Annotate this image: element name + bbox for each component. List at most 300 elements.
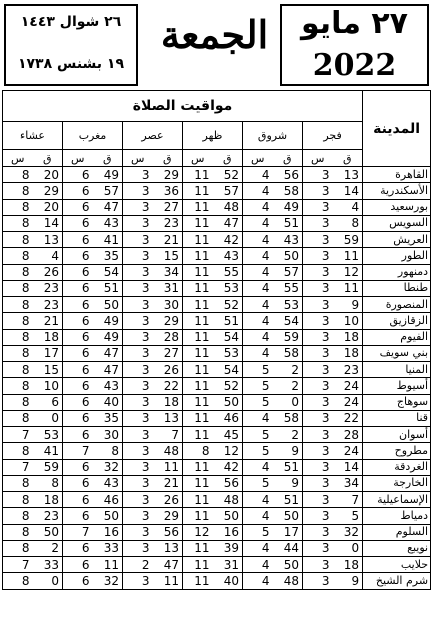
minute-cell: 50 [33, 524, 63, 540]
hour-cell: 3 [123, 540, 153, 556]
city-cell: القاهرة [363, 167, 431, 183]
minute-cell: 55 [213, 264, 243, 280]
hour-cell: 3 [303, 280, 333, 296]
minute-cell: 15 [153, 248, 183, 264]
minute-cell: 9 [273, 443, 303, 459]
minute-cell: 13 [153, 540, 183, 556]
minute-cell: 23 [33, 280, 63, 296]
gregorian-year: 2022 [312, 48, 397, 83]
minute-cell: 29 [33, 183, 63, 199]
minute-cell: 57 [273, 264, 303, 280]
hour-cell: 8 [183, 443, 213, 459]
hijri-date: ٢٦ شوال ١٤٤٣ [20, 14, 122, 30]
minute-cell: 11 [333, 280, 363, 296]
prayer-header: مغرب [63, 122, 123, 150]
city-cell: سوهاج [363, 394, 431, 410]
city-cell: طنطا [363, 280, 431, 296]
minute-cell: 2 [273, 378, 303, 394]
city-cell: السويس [363, 215, 431, 231]
hour-cell: 7 [3, 557, 33, 573]
minute-cell: 59 [33, 459, 63, 475]
minute-cell: 24 [333, 378, 363, 394]
minute-cell: 0 [33, 573, 63, 589]
minute-cell: 49 [93, 329, 123, 345]
hour-cell: 3 [123, 264, 153, 280]
minute-cell: 30 [153, 297, 183, 313]
hour-cell: 3 [123, 345, 153, 361]
hour-cell: 11 [183, 427, 213, 443]
hour-cell: 4 [243, 248, 273, 264]
hour-unit-label: س [63, 150, 93, 167]
city-cell: السلوم [363, 524, 431, 540]
hour-cell: 11 [183, 492, 213, 508]
hour-cell: 6 [63, 199, 93, 215]
city-cell: قنا [363, 410, 431, 426]
hour-cell: 6 [63, 459, 93, 475]
hour-cell: 11 [183, 199, 213, 215]
table-row [3, 475, 431, 491]
hour-cell: 6 [63, 557, 93, 573]
hour-cell: 8 [3, 378, 33, 394]
hour-cell: 6 [63, 297, 93, 313]
minute-cell: 5 [333, 508, 363, 524]
minute-cell: 20 [33, 199, 63, 215]
date-header [4, 4, 429, 88]
table-row [3, 459, 431, 475]
hour-cell: 3 [303, 362, 333, 378]
minute-cell: 27 [153, 199, 183, 215]
table-row [3, 410, 431, 426]
hour-cell: 6 [63, 232, 93, 248]
minute-cell: 13 [33, 232, 63, 248]
city-cell: بني سويف [363, 345, 431, 361]
hour-cell: 6 [63, 540, 93, 556]
hour-cell: 8 [3, 508, 33, 524]
minute-cell: 32 [93, 573, 123, 589]
hour-cell: 8 [3, 329, 33, 345]
minute-cell: 13 [333, 167, 363, 183]
hour-cell: 4 [243, 329, 273, 345]
minute-cell: 53 [33, 427, 63, 443]
hour-cell: 8 [3, 313, 33, 329]
hour-unit-label: س [303, 150, 333, 167]
minute-cell: 28 [153, 329, 183, 345]
hour-cell: 6 [63, 264, 93, 280]
minute-cell: 43 [93, 475, 123, 491]
minute-cell: 35 [93, 410, 123, 426]
minute-cell: 36 [153, 183, 183, 199]
minute-cell: 24 [333, 443, 363, 459]
city-cell: العريش [363, 232, 431, 248]
minute-cell: 30 [93, 427, 123, 443]
hour-cell: 3 [303, 394, 333, 410]
minute-cell: 51 [93, 280, 123, 296]
minute-cell: 16 [93, 524, 123, 540]
city-cell: الفيوم [363, 329, 431, 345]
minute-cell: 26 [153, 362, 183, 378]
minute-cell: 22 [333, 410, 363, 426]
hour-cell: 3 [123, 573, 153, 589]
hour-cell: 6 [63, 167, 93, 183]
minute-unit-label: ق [333, 150, 363, 167]
minute-cell: 57 [93, 183, 123, 199]
hour-cell: 3 [303, 167, 333, 183]
minute-cell: 41 [33, 443, 63, 459]
hour-cell: 8 [3, 199, 33, 215]
minute-cell: 42 [213, 232, 243, 248]
minute-cell: 52 [213, 297, 243, 313]
minute-cell: 32 [333, 524, 363, 540]
minute-cell: 47 [213, 215, 243, 231]
gregorian-day-month: ٢٧ مايو [301, 6, 408, 41]
minute-cell: 46 [213, 410, 243, 426]
minute-cell: 34 [333, 475, 363, 491]
hour-cell: 8 [3, 215, 33, 231]
hour-cell: 11 [183, 248, 213, 264]
hour-cell: 3 [123, 492, 153, 508]
minute-cell: 14 [333, 183, 363, 199]
table-row [3, 183, 431, 199]
hour-cell: 3 [123, 427, 153, 443]
hour-cell: 6 [63, 394, 93, 410]
table-row [3, 557, 431, 573]
city-cell: الخارجة [363, 475, 431, 491]
minute-cell: 40 [93, 394, 123, 410]
hour-cell: 3 [123, 199, 153, 215]
hour-cell: 5 [243, 378, 273, 394]
hour-unit-label: س [123, 150, 153, 167]
hour-cell: 3 [303, 248, 333, 264]
hour-cell: 8 [3, 394, 33, 410]
table-row [3, 313, 431, 329]
minute-cell: 2 [273, 362, 303, 378]
hour-cell: 3 [303, 524, 333, 540]
minute-cell: 7 [333, 492, 363, 508]
table-row [3, 492, 431, 508]
hour-cell: 12 [183, 524, 213, 540]
minute-unit-label: ق [153, 150, 183, 167]
minute-cell: 23 [33, 508, 63, 524]
hour-cell: 3 [303, 215, 333, 231]
hour-cell: 3 [303, 199, 333, 215]
hour-cell: 4 [243, 410, 273, 426]
hour-cell: 11 [183, 394, 213, 410]
minute-cell: 41 [93, 232, 123, 248]
hour-cell: 8 [3, 248, 33, 264]
minute-cell: 26 [153, 492, 183, 508]
minute-cell: 56 [213, 475, 243, 491]
minute-cell: 4 [33, 248, 63, 264]
hour-cell: 3 [123, 280, 153, 296]
hour-cell: 3 [303, 475, 333, 491]
minute-cell: 14 [333, 459, 363, 475]
minute-cell: 56 [273, 167, 303, 183]
minute-cell: 18 [333, 329, 363, 345]
minute-cell: 58 [273, 345, 303, 361]
table-row [3, 573, 431, 589]
minute-cell: 29 [153, 313, 183, 329]
city-cell: الغردقة [363, 459, 431, 475]
table-row [3, 443, 431, 459]
minute-cell: 43 [93, 378, 123, 394]
hour-cell: 3 [303, 443, 333, 459]
city-cell: دمياط [363, 508, 431, 524]
minute-cell: 51 [273, 492, 303, 508]
minute-cell: 2 [273, 427, 303, 443]
hour-cell: 11 [183, 557, 213, 573]
table-row [3, 280, 431, 296]
hour-cell: 3 [303, 492, 333, 508]
minute-cell: 8 [93, 443, 123, 459]
hour-cell: 11 [183, 280, 213, 296]
hour-cell: 3 [303, 540, 333, 556]
hour-cell: 6 [63, 280, 93, 296]
minute-cell: 14 [33, 215, 63, 231]
hour-unit-label: س [183, 150, 213, 167]
minute-cell: 11 [153, 459, 183, 475]
table-row [3, 345, 431, 361]
minute-unit-label: ق [93, 150, 123, 167]
minute-cell: 55 [273, 280, 303, 296]
minute-cell: 4 [333, 199, 363, 215]
hour-cell: 11 [183, 410, 213, 426]
prayer-header: فجر [303, 122, 363, 150]
coptic-date: ١٩ بشنس ١٧٣٨ [17, 56, 125, 72]
city-cell: المنيا [363, 362, 431, 378]
hour-cell: 3 [123, 378, 153, 394]
table-row [3, 297, 431, 313]
city-cell: حلايب [363, 557, 431, 573]
hour-cell: 7 [63, 524, 93, 540]
hour-cell: 4 [243, 199, 273, 215]
hour-cell: 3 [303, 313, 333, 329]
hour-cell: 5 [243, 524, 273, 540]
minute-cell: 16 [213, 524, 243, 540]
hour-cell: 6 [63, 362, 93, 378]
city-cell: أسيوط [363, 378, 431, 394]
minute-cell: 50 [93, 508, 123, 524]
minute-cell: 26 [33, 264, 63, 280]
hour-cell: 8 [3, 475, 33, 491]
hour-cell: 8 [3, 167, 33, 183]
hour-cell: 7 [3, 459, 33, 475]
hour-cell: 3 [303, 508, 333, 524]
hijri-coptic-date-box [4, 4, 138, 86]
table-row [3, 540, 431, 556]
hour-cell: 5 [243, 427, 273, 443]
hour-cell: 11 [183, 508, 213, 524]
minute-cell: 33 [33, 557, 63, 573]
hour-cell: 3 [123, 329, 153, 345]
hour-cell: 4 [243, 280, 273, 296]
hour-cell: 8 [3, 540, 33, 556]
minute-cell: 31 [153, 280, 183, 296]
hour-cell: 3 [303, 329, 333, 345]
hour-cell: 3 [123, 232, 153, 248]
minute-cell: 48 [213, 199, 243, 215]
hour-cell: 3 [303, 297, 333, 313]
hour-cell: 4 [243, 345, 273, 361]
hour-cell: 6 [63, 378, 93, 394]
hour-cell: 6 [63, 410, 93, 426]
minute-cell: 50 [213, 508, 243, 524]
minute-cell: 40 [213, 573, 243, 589]
minute-cell: 31 [213, 557, 243, 573]
hour-cell: 4 [243, 264, 273, 280]
hour-cell: 3 [303, 557, 333, 573]
minute-cell: 23 [33, 297, 63, 313]
city-cell: الطور [363, 248, 431, 264]
minute-cell: 9 [333, 573, 363, 589]
hour-cell: 3 [123, 394, 153, 410]
minute-cell: 8 [333, 215, 363, 231]
hour-cell: 4 [243, 297, 273, 313]
table-row [3, 248, 431, 264]
minute-cell: 15 [33, 362, 63, 378]
hour-cell: 8 [3, 524, 33, 540]
minute-cell: 21 [153, 232, 183, 248]
minute-cell: 17 [273, 524, 303, 540]
hour-cell: 3 [123, 410, 153, 426]
minute-cell: 0 [273, 394, 303, 410]
hour-cell: 11 [183, 378, 213, 394]
hour-cell: 6 [63, 573, 93, 589]
table-row [3, 329, 431, 345]
prayer-header: شروق [243, 122, 303, 150]
city-cell: الإسماعيلية [363, 492, 431, 508]
hour-cell: 11 [183, 540, 213, 556]
hour-cell: 5 [243, 475, 273, 491]
hour-cell: 4 [243, 232, 273, 248]
hour-cell: 11 [183, 573, 213, 589]
hour-unit-label: س [243, 150, 273, 167]
table-row [3, 362, 431, 378]
minute-cell: 47 [93, 199, 123, 215]
hour-cell: 7 [3, 427, 33, 443]
minute-cell: 2 [33, 540, 63, 556]
minute-cell: 48 [213, 492, 243, 508]
hour-cell: 4 [243, 540, 273, 556]
hour-cell: 6 [63, 508, 93, 524]
hour-cell: 8 [3, 410, 33, 426]
minute-cell: 58 [273, 183, 303, 199]
table-row [3, 508, 431, 524]
minute-unit-label: ق [213, 150, 243, 167]
minute-cell: 51 [213, 313, 243, 329]
table-row [3, 215, 431, 231]
minute-cell: 44 [273, 540, 303, 556]
hour-cell: 8 [3, 345, 33, 361]
minute-cell: 6 [33, 394, 63, 410]
minute-cell: 59 [273, 329, 303, 345]
minute-cell: 43 [213, 248, 243, 264]
minute-cell: 23 [333, 362, 363, 378]
minute-cell: 54 [213, 329, 243, 345]
city-cell: دمنهور [363, 264, 431, 280]
hour-cell: 3 [123, 524, 153, 540]
table-row [3, 232, 431, 248]
prayer-times-table [2, 90, 431, 590]
hour-cell: 3 [303, 573, 333, 589]
minute-cell: 9 [273, 475, 303, 491]
hour-cell: 8 [3, 362, 33, 378]
minute-cell: 7 [153, 427, 183, 443]
minute-cell: 49 [93, 313, 123, 329]
minute-cell: 34 [153, 264, 183, 280]
table-row [3, 264, 431, 280]
hour-cell: 4 [243, 573, 273, 589]
minute-unit-label: ق [273, 150, 303, 167]
hour-cell: 11 [183, 362, 213, 378]
gregorian-date-box [280, 4, 429, 86]
hour-cell: 3 [123, 248, 153, 264]
city-cell: بورسعيد [363, 199, 431, 215]
minute-cell: 13 [153, 410, 183, 426]
city-column-header: المدينة [363, 91, 431, 167]
minute-cell: 56 [153, 524, 183, 540]
hour-cell: 11 [183, 313, 213, 329]
minute-cell: 29 [153, 167, 183, 183]
minute-cell: 8 [33, 475, 63, 491]
hour-cell: 11 [183, 345, 213, 361]
hour-cell: 6 [63, 345, 93, 361]
minute-cell: 47 [93, 345, 123, 361]
minute-cell: 18 [33, 492, 63, 508]
hour-cell: 4 [243, 215, 273, 231]
hour-cell: 11 [183, 475, 213, 491]
city-cell: المنصورة [363, 297, 431, 313]
minute-cell: 43 [93, 215, 123, 231]
minute-cell: 39 [213, 540, 243, 556]
hour-cell: 3 [123, 313, 153, 329]
minute-cell: 18 [333, 345, 363, 361]
minute-cell: 11 [153, 573, 183, 589]
hour-cell: 4 [243, 313, 273, 329]
hour-cell: 8 [3, 183, 33, 199]
hour-cell: 6 [63, 183, 93, 199]
minute-cell: 50 [273, 508, 303, 524]
minute-cell: 53 [213, 280, 243, 296]
city-cell: الزقازيق [363, 313, 431, 329]
hour-cell: 7 [63, 443, 93, 459]
hour-cell: 6 [63, 313, 93, 329]
table-row [3, 394, 431, 410]
hour-cell: 11 [183, 215, 213, 231]
city-cell: شرم الشيخ [363, 573, 431, 589]
minute-cell: 18 [33, 329, 63, 345]
minute-cell: 57 [213, 183, 243, 199]
prayer-header: ظهر [183, 122, 243, 150]
hour-cell: 3 [303, 264, 333, 280]
hour-cell: 3 [303, 232, 333, 248]
minute-cell: 49 [93, 167, 123, 183]
table-title: مواقيت الصلاة [3, 91, 363, 122]
hour-cell: 5 [243, 443, 273, 459]
hour-cell: 11 [183, 232, 213, 248]
hour-cell: 11 [183, 459, 213, 475]
minute-cell: 49 [273, 199, 303, 215]
minute-cell: 50 [213, 394, 243, 410]
minute-cell: 21 [153, 475, 183, 491]
minute-cell: 47 [153, 557, 183, 573]
minute-cell: 10 [333, 313, 363, 329]
prayer-header: عصر [123, 122, 183, 150]
city-cell: نويبع [363, 540, 431, 556]
minute-cell: 42 [213, 459, 243, 475]
hour-cell: 11 [183, 297, 213, 313]
minute-cell: 50 [273, 248, 303, 264]
minute-cell: 50 [273, 557, 303, 573]
